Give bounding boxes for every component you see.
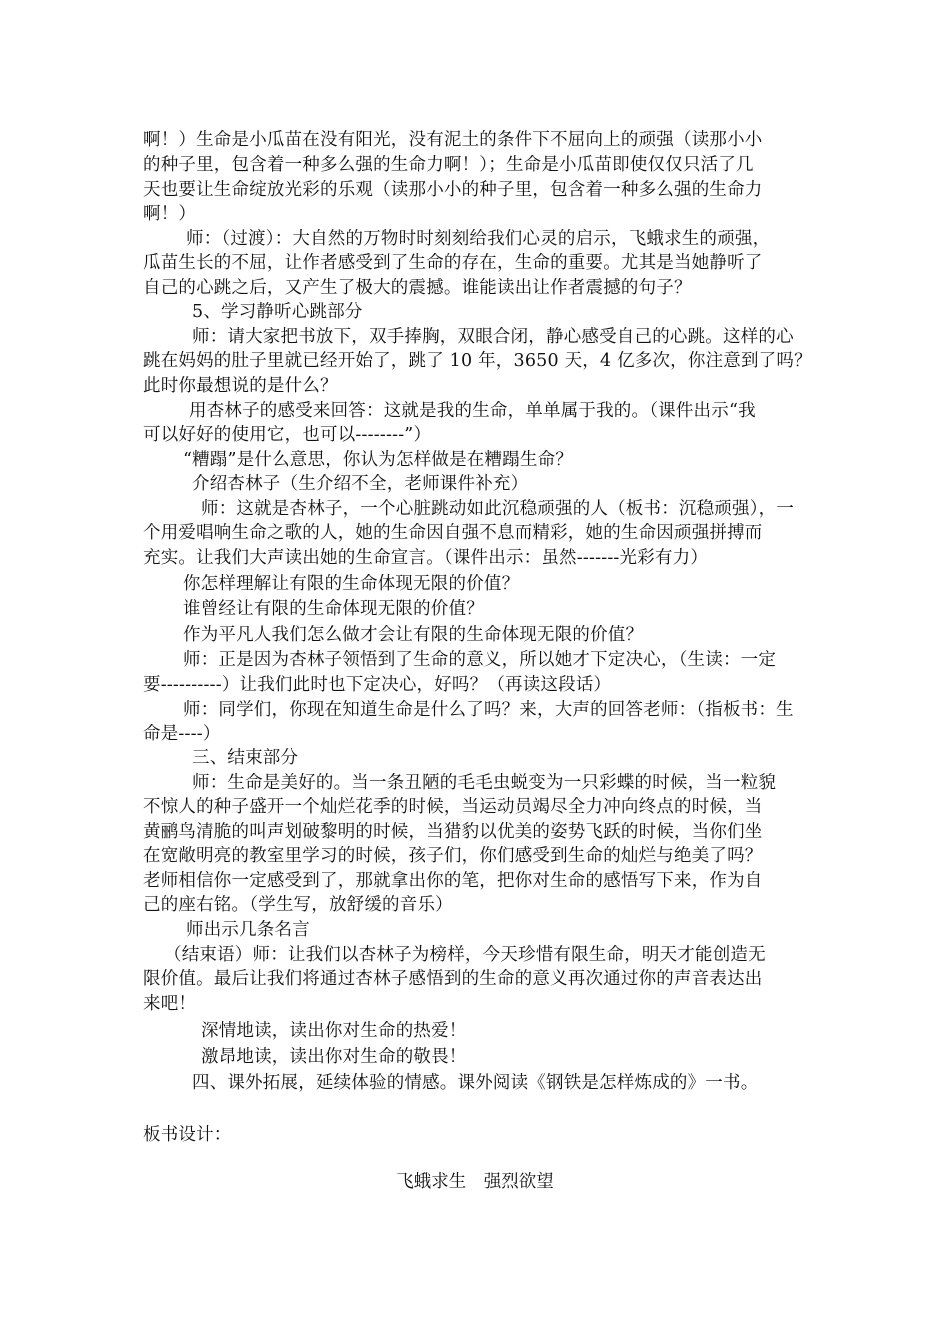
text-line: 自己的心跳之后，又产生了极大的震撼。谁能读出让作者震撼的句子？ <box>143 278 692 298</box>
text-line: 介绍杏林子（生介绍不全，老师课件补充） <box>192 474 529 494</box>
text-line: 个用爱唱响生命之歌的人，她的生命因自强不息而精彩，她的生命因顽强拼搏而 <box>143 523 763 543</box>
text-line: 用杏林子的感受来回答：这就是我的生命，单单属于我的。（课件出示“我 <box>189 401 756 421</box>
text-line: 天也要让生命绽放光彩的乐观（读那小小的种子里，包含着一种多么强的生命力 <box>143 180 763 200</box>
text-line: 充实。让我们大声读出她的生命宣言。（课件出示：虽然-------光彩有力） <box>143 548 709 568</box>
text-line: “糟蹋”是什么意思，你认为怎样做是在糟蹋生命？ <box>183 450 573 470</box>
text-line: 谁曾经让有限的生命体现无限的价值？ <box>183 599 484 619</box>
text-line: 命是----） <box>143 724 221 744</box>
text-line: 师：（过渡）：大自然的万物时时刻刻给我们心灵的启示，飞蛾求生的顽强， <box>186 229 771 249</box>
text-line: 师：这就是杏林子，一个心脏跳动如此沉稳顽强的人（板书：沉稳顽强），一 <box>201 499 795 519</box>
text-line: 来吧！ <box>143 994 197 1014</box>
section-heading: 5、学习静听心跳部分 <box>192 302 363 322</box>
text-line: 你怎样理解让有限的生命体现无限的价值？ <box>183 574 520 594</box>
text-line: 跳在妈妈的肚子里就已经开始了，跳了 10 年，3650 天，4 亿多次，你注意到了吗？ <box>143 351 812 371</box>
section-heading: 四、课外拓展，延续体验的情感。课外阅读《钢铁是怎样炼成的》一书。 <box>192 1073 759 1093</box>
text-line: 师：同学们，你现在知道生命是什么了吗？来，大声的回答老师：（指板书：生 <box>183 700 794 720</box>
text-line: 啊！）生命是小瓜苗在没有阳光，没有泥土的条件下不屈向上的顽强（读那小小 <box>143 130 763 150</box>
text-line: 己的座右铭。（学生写，放舒缓的音乐） <box>143 895 453 915</box>
text-line: 激昂地读，读出你对生命的敬畏！ <box>201 1047 467 1067</box>
text-line: 此时你最想说的是什么？ <box>143 376 338 396</box>
board-design-label: 板书设计： <box>143 1125 232 1145</box>
text-line: 师：生命是美好的。当一条丑陋的毛毛虫蜕变为一只彩蝶的时候，当一粒貌 <box>192 773 777 793</box>
text-line: 啊！） <box>143 204 197 224</box>
text-line: （结束语）师：让我们以杏林子为榜样，今天珍惜有限生命，明天才能创造无 <box>164 945 766 965</box>
text-line: 瓜苗生长的不屈，让作者感受到了生命的存在，生命的重要。尤其是当她静听了 <box>143 253 763 273</box>
text-line: 要----------）让我们此时也下定决心，好吗？（再读这段话） <box>143 675 612 695</box>
text-line: 黄鹂鸟清脆的叫声划破黎明的时候，当猎豹以优美的姿势飞跃的时候，当你们坐 <box>143 822 763 842</box>
text-line: 师出示几条名言 <box>186 920 310 940</box>
text-line: 在宽敞明亮的教室里学习的时候，孩子们，你们感受到生命的灿烂与绝美了吗？ <box>143 846 763 866</box>
text-line: 作为平凡人我们怎么做才会让有限的生命体现无限的价值？ <box>183 625 644 645</box>
text-line: 师：正是因为杏林子领悟到了生命的意义，所以她才下定决心，（生读：一定 <box>183 650 777 670</box>
text-line: 的种子里，包含着一种多么强的生命力啊！）；生命是小瓜苗即使仅仅只活了几 <box>143 155 754 175</box>
text-line: 不惊人的种子盛开一个灿烂花季的时候，当运动员竭尽全力冲向终点的时候，当 <box>143 797 763 817</box>
text-line: 限价值。最后让我们将通过杏林子感悟到的生命的意义再次通过你的声音表达出 <box>143 969 763 989</box>
text-line: 深情地读，读出你对生命的热爱！ <box>201 1021 467 1041</box>
section-heading: 三、结束部分 <box>192 748 299 768</box>
board-design-line: 飞蛾求生 强烈欲望 <box>396 1172 554 1192</box>
text-line: 可以好好的使用它，也可以--------”） <box>143 425 432 445</box>
text-line: 师：请大家把书放下，双手捧胸，双眼合闭，静心感受自己的心跳。这样的心 <box>192 327 794 347</box>
text-line: 老师相信你一定感受到了，那就拿出你的笔，把你对生命的感悟写下来，作为自 <box>143 871 763 891</box>
